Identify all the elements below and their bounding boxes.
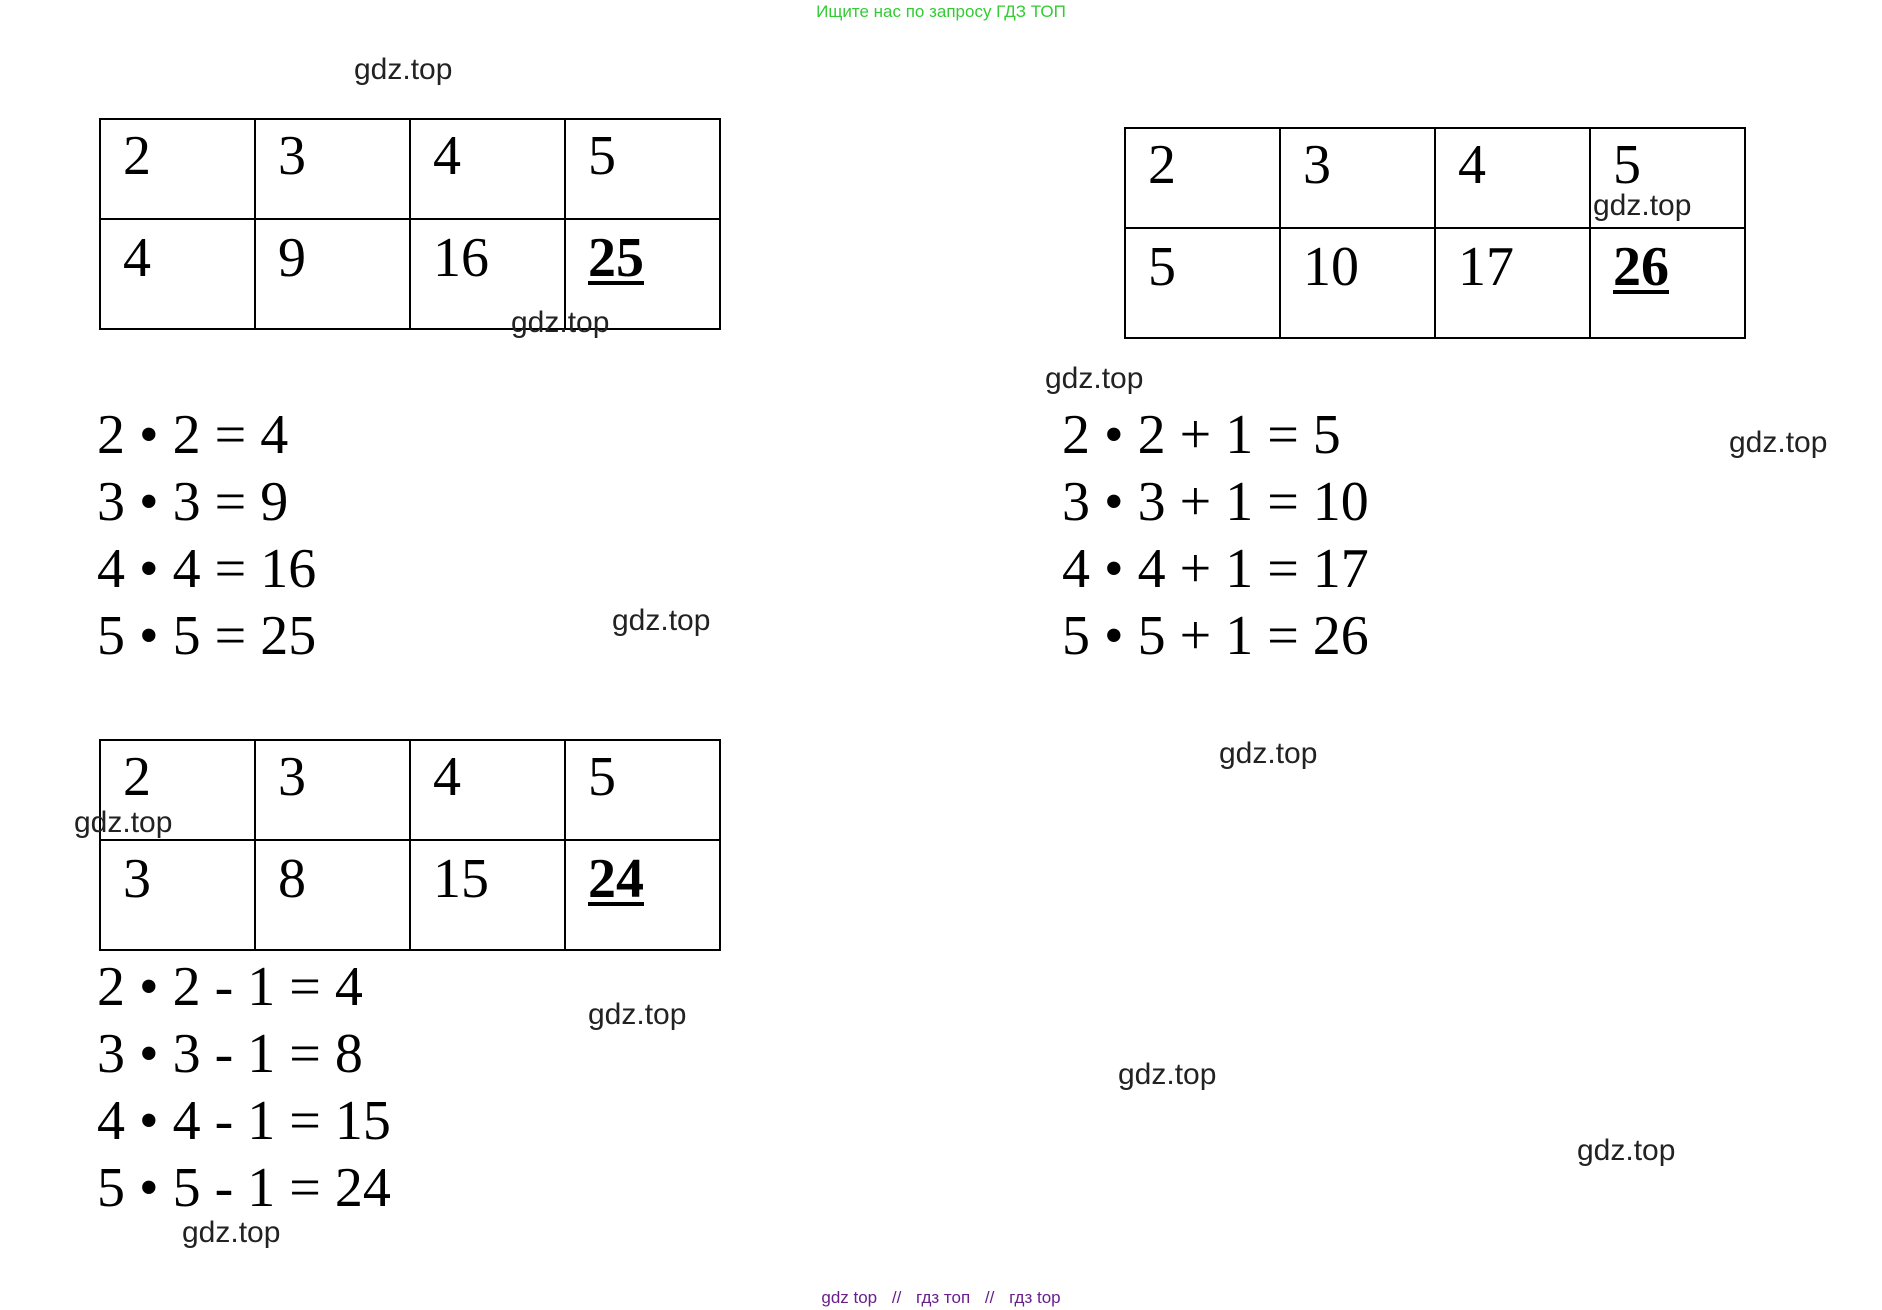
search-hint-link[interactable]: Ищите нас по запросу ГДЗ ТОП [816,2,1066,21]
cell: 5 [1590,128,1745,228]
equations-plus-one [1062,402,1369,670]
cell: 4 [100,219,255,329]
cell: 15 [410,840,565,950]
equation: 2 • 2 + 1 = 5 [1062,404,1341,466]
cell: 2 [100,740,255,840]
equation: 2 • 2 - 1 = 4 [97,956,363,1018]
watermark: gdz.top [612,604,711,637]
cell: 10 [1280,228,1435,338]
table-plus-one [1124,127,1746,339]
cell: 16 [410,219,565,329]
watermark: gdz.top [182,1216,281,1249]
watermark: gdz.top [1219,737,1318,770]
watermark: gdz.top [1045,362,1144,395]
cell: 5 [565,740,720,840]
table-squares [99,118,721,330]
cell: 3 [255,740,410,840]
equation: 3 • 3 - 1 = 8 [97,1023,363,1085]
cell: 5 [565,119,720,219]
equations-squares [97,402,316,670]
cell: 3 [100,840,255,950]
footer-links [0,1288,1882,1308]
equation: 5 • 5 + 1 = 26 [1062,605,1369,667]
watermark: gdz.top [1577,1134,1676,1167]
watermark: gdz.top [511,306,610,339]
footer-separator: // [891,1288,902,1307]
cell: 4 [1435,128,1590,228]
footer-link[interactable]: гдз топ [916,1288,971,1307]
cell: 3 [255,119,410,219]
equation: 4 • 4 + 1 = 17 [1062,538,1369,600]
equation: 4 • 4 - 1 = 15 [97,1090,391,1152]
answer-cell: 26 [1590,228,1745,338]
equation: 5 • 5 - 1 = 24 [97,1157,391,1219]
footer-link[interactable]: гдз top [1009,1288,1061,1307]
cell: 9 [255,219,410,329]
table-minus-one [99,739,721,951]
equation: 2 • 2 = 4 [97,404,289,466]
cell: 4 [410,740,565,840]
answer-cell: 24 [565,840,720,950]
watermark: gdz.top [354,53,453,86]
cell: 2 [1125,128,1280,228]
cell: 4 [410,119,565,219]
equations-minus-one [97,954,391,1222]
equation: 3 • 3 + 1 = 10 [1062,471,1369,533]
footer-separator: // [984,1288,995,1307]
equation: 3 • 3 = 9 [97,471,289,533]
cell: 8 [255,840,410,950]
answer-cell: 25 [565,219,720,329]
equation: 4 • 4 = 16 [97,538,317,600]
watermark: gdz.top [1729,426,1828,459]
equation: 5 • 5 = 25 [97,605,317,667]
watermark: gdz.top [588,998,687,1031]
footer-link[interactable]: gdz top [821,1288,878,1307]
cell: 2 [100,119,255,219]
cell: 17 [1435,228,1590,338]
cell: 5 [1125,228,1280,338]
watermark: gdz.top [74,806,173,839]
cell: 3 [1280,128,1435,228]
watermark: gdz.top [1593,189,1692,222]
watermark: gdz.top [1118,1058,1217,1091]
